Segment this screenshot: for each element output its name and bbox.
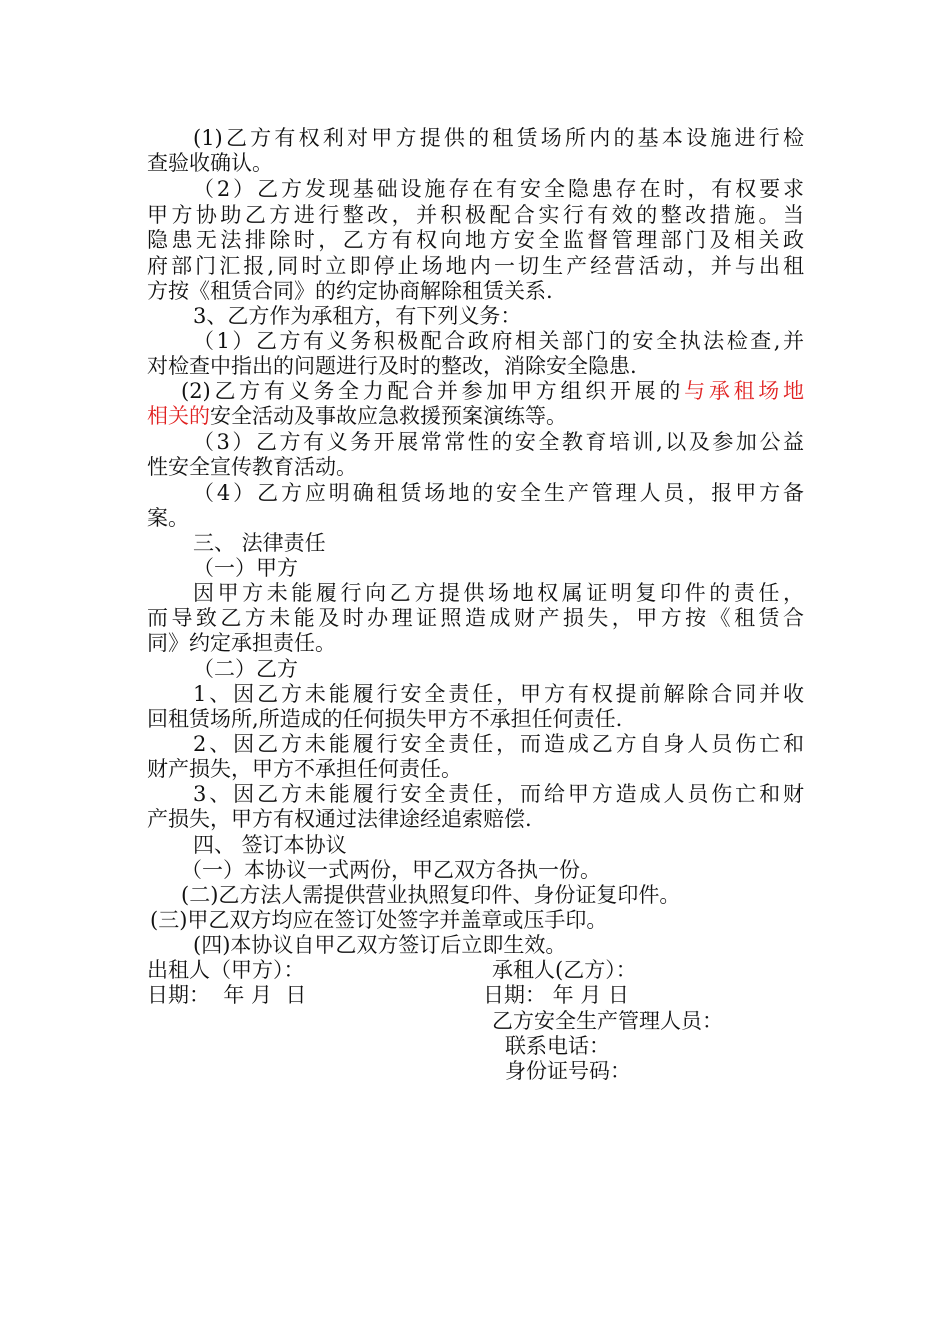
lessor-date: 日期： 年 月 日: [147, 983, 307, 1007]
paragraph-line: （2）乙方发现基础设施存在有安全隐患存在时，有权要求: [193, 177, 804, 201]
subsection-heading: （二）乙方: [193, 657, 298, 681]
safety-manager-label: 乙方安全生产管理人员：: [492, 1009, 723, 1033]
lessee-label: 承租人(乙方）：: [492, 958, 637, 982]
highlighted-text: 相关的: [147, 404, 210, 428]
line-text: (2)乙方有义务全力配合并参加甲方组织开展的: [181, 379, 685, 403]
paragraph-line: 案。: [147, 506, 189, 530]
paragraph-line: 方按《租赁合同》的约定协商解除租赁关系.: [147, 279, 553, 303]
phone-label: 联系电话：: [505, 1034, 610, 1058]
paragraph-line: (1)乙方有权利对甲方提供的租赁场所内的基本设施进行检: [193, 126, 804, 150]
highlighted-text: 与承租场地: [684, 379, 804, 403]
paragraph-line: 同》约定承担责任。: [147, 631, 336, 655]
paragraph-line: 查验收确认。: [147, 151, 273, 175]
paragraph-line: 对检查中指出的问题进行及时的整改，消除安全隐患.: [147, 354, 637, 378]
paragraph-line: (三)甲乙双方均应在签订处签字并盖章或压手印。: [150, 908, 608, 932]
section-heading: 三、 法律责任: [193, 531, 326, 555]
paragraph-line: [181, 379, 804, 403]
paragraph-line: 因甲方未能履行向乙方提供场地权属证明复印件的责任，: [193, 581, 804, 605]
paragraph-line: （1）乙方有义务积极配合政府相关部门的安全执法检查,并: [193, 329, 804, 353]
subsection-heading: （一）甲方: [193, 556, 298, 580]
paragraph-line: 1、因乙方未能履行安全责任，甲方有权提前解除合同并收: [193, 682, 804, 706]
paragraph-line: (二)乙方法人需提供营业执照复印件、身份证复印件。: [181, 883, 681, 907]
id-number-label: 身份证号码：: [505, 1059, 631, 1083]
paragraph-line: 回租赁场所,所造成的任何损失甲方不承担任何责任.: [147, 707, 623, 731]
paragraph-line: 产损失，甲方有权通过法律途经追索赔偿.: [147, 807, 532, 831]
paragraph-line: 隐患无法排除时，乙方有权向地方安全监督管理部门及相关政: [147, 228, 804, 252]
paragraph-line: 财产损失，甲方不承担任何责任。: [147, 757, 462, 781]
paragraph-line: （一）本协议一式两份，甲乙双方各执一份。: [181, 858, 601, 882]
paragraph-line: 3、因乙方未能履行安全责任，而给甲方造成人员伤亡和财: [193, 782, 804, 806]
paragraph-line: 甲方协助乙方进行整改，并积极配合实行有效的整改措施。当: [147, 203, 804, 227]
paragraph-line: [147, 404, 567, 428]
paragraph-line: （4）乙方应明确租赁场地的安全生产管理人员，报甲方备: [193, 481, 804, 505]
paragraph-line: 府部门汇报,同时立即停止场地内一切生产经营活动，并与出租: [147, 254, 804, 278]
paragraph-line: 2、因乙方未能履行安全责任，而造成乙方自身人员伤亡和: [193, 732, 804, 756]
line-text: 安全活动及事故应急救援预案演练等。: [210, 404, 567, 428]
section-heading: 四、 签订本协议: [193, 833, 347, 857]
paragraph-line: 3、乙方作为承租方，有下列义务：: [193, 304, 522, 328]
paragraph-line: (四)本协议自甲乙双方签订后立即生效。: [193, 933, 567, 957]
paragraph-line: 性安全宣传教育活动。: [147, 455, 357, 479]
paragraph-line: （3）乙方有义务开展常常性的安全教育培训,以及参加公益: [193, 430, 804, 454]
lessee-date: 日期： 年 月 日: [483, 983, 630, 1007]
lessor-label: 出租人（甲方）：: [147, 958, 305, 982]
paragraph-line: 而导致乙方未能及时办理证照造成财产损失，甲方按《租赁合: [147, 606, 804, 630]
